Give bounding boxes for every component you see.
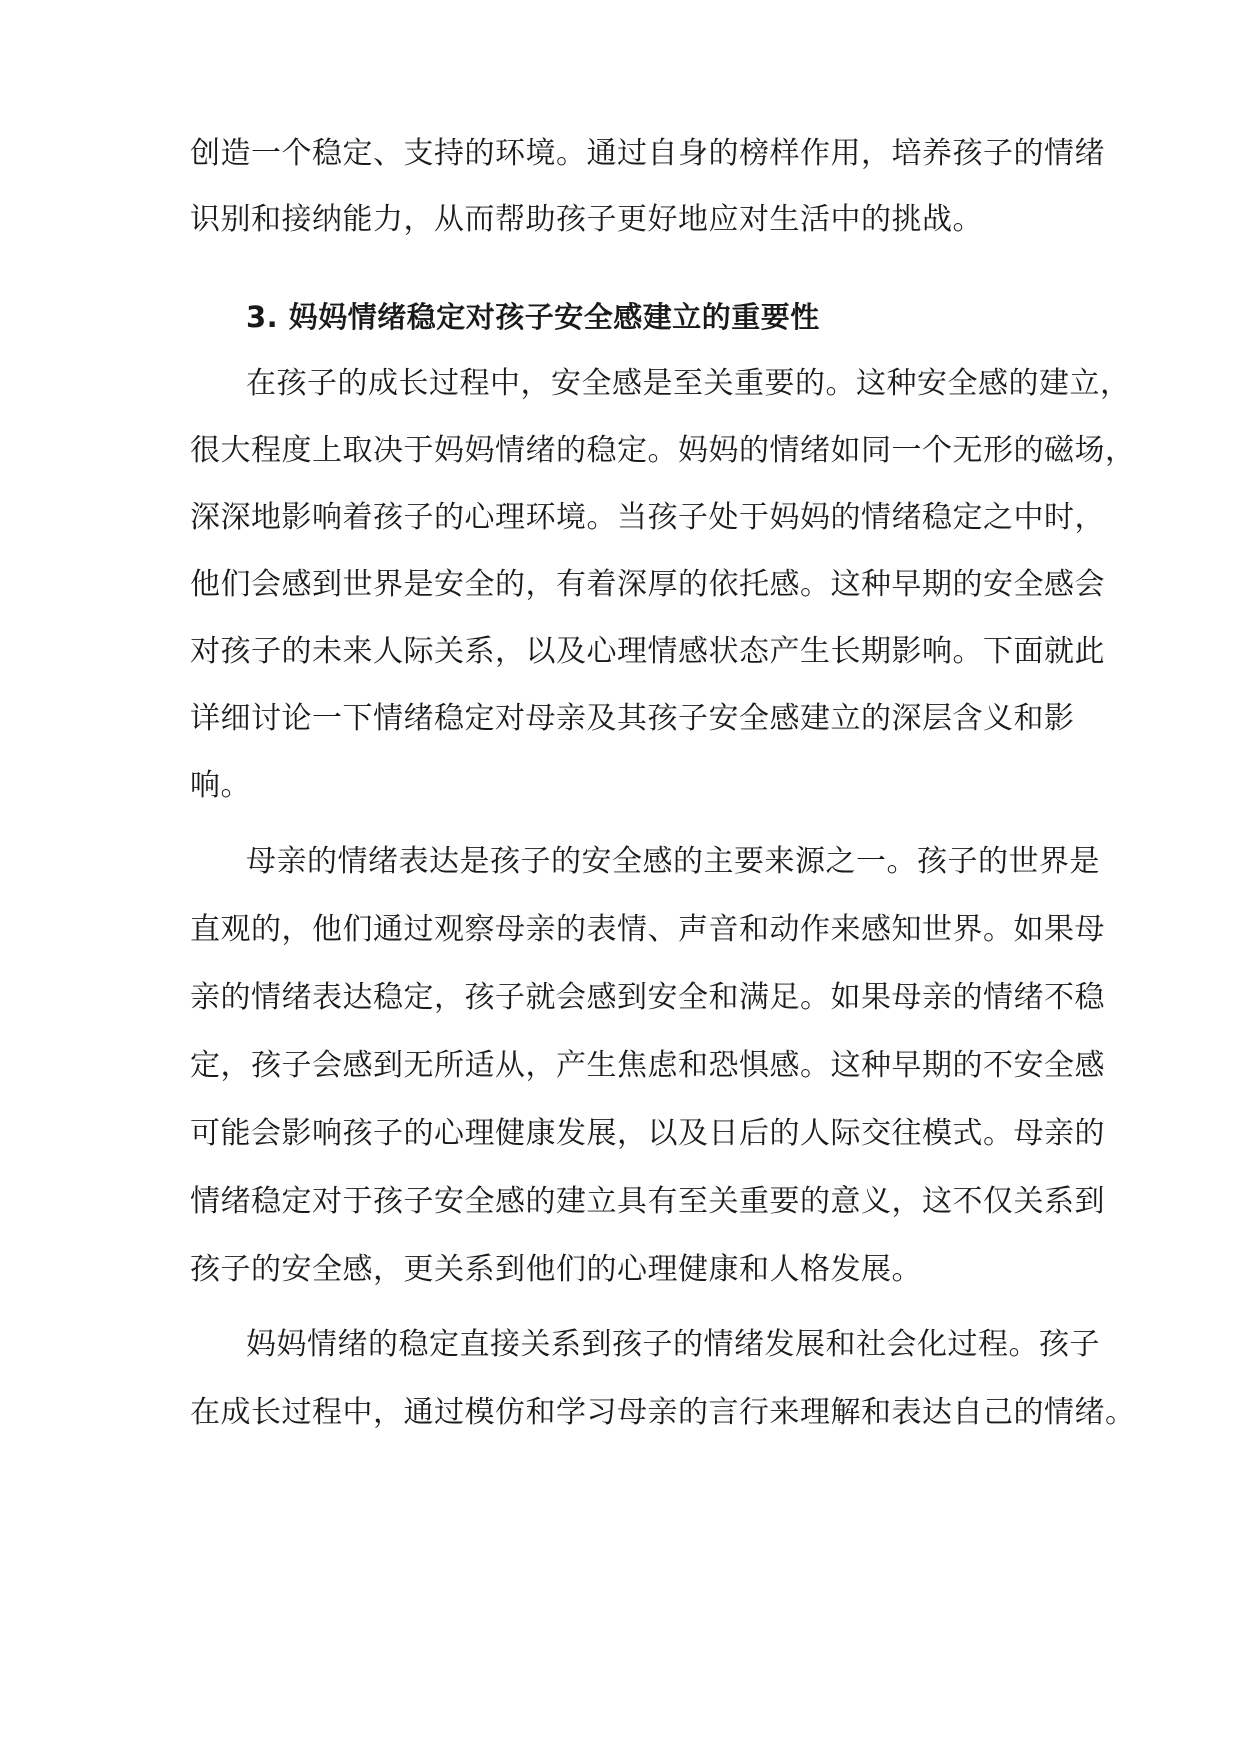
text-line: 亲的情绪表达稳定，孩子就会感到安全和满足。如果母亲的情绪不稳 xyxy=(190,980,1105,1015)
text-line: 在孩子的成长过程中，安全感是至关重要的。这种安全感的建立， xyxy=(246,366,1131,401)
text-line: 孩子的安全感，更关系到他们的心理健康和人格发展。 xyxy=(190,1252,922,1287)
section-heading: 3. 妈妈情绪稳定对孩子安全感建立的重要性 xyxy=(246,300,820,334)
text-line: 在成长过程中，通过模仿和学习母亲的言行来理解和表达自己的情绪。 xyxy=(190,1395,1136,1430)
text-line: 可能会影响孩子的心理健康发展，以及日后的人际交往模式。母亲的 xyxy=(190,1116,1105,1151)
text-line: 创造一个稳定、支持的环境。通过自身的榜样作用，培养孩子的情绪 xyxy=(190,136,1105,171)
text-line: 响。 xyxy=(190,768,251,803)
text-line: 识别和接纳能力，从而帮助孩子更好地应对生活中的挑战。 xyxy=(190,202,983,237)
text-line: 详细讨论一下情绪稳定对母亲及其孩子安全感建立的深层含义和影 xyxy=(190,701,1075,736)
text-line: 直观的，他们通过观察母亲的表情、声音和动作来感知世界。如果母 xyxy=(190,912,1105,947)
text-line: 对孩子的未来人际关系，以及心理情感状态产生长期影响。下面就此 xyxy=(190,634,1105,669)
text-line: 情绪稳定对于孩子安全感的建立具有至关重要的意义，这不仅关系到 xyxy=(190,1184,1105,1219)
text-line: 妈妈情绪的稳定直接关系到孩子的情绪发展和社会化过程。孩子 xyxy=(246,1327,1100,1362)
text-line: 母亲的情绪表达是孩子的安全感的主要来源之一。孩子的世界是 xyxy=(246,844,1100,879)
text-line: 深深地影响着孩子的心理环境。当孩子处于妈妈的情绪稳定之中时， xyxy=(190,500,1105,535)
text-line: 他们会感到世界是安全的，有着深厚的依托感。这种早期的安全感会 xyxy=(190,567,1105,602)
text-line: 很大程度上取决于妈妈情绪的稳定。妈妈的情绪如同一个无形的磁场， xyxy=(190,433,1136,468)
text-line: 定，孩子会感到无所适从，产生焦虑和恐惧感。这种早期的不安全感 xyxy=(190,1048,1105,1083)
